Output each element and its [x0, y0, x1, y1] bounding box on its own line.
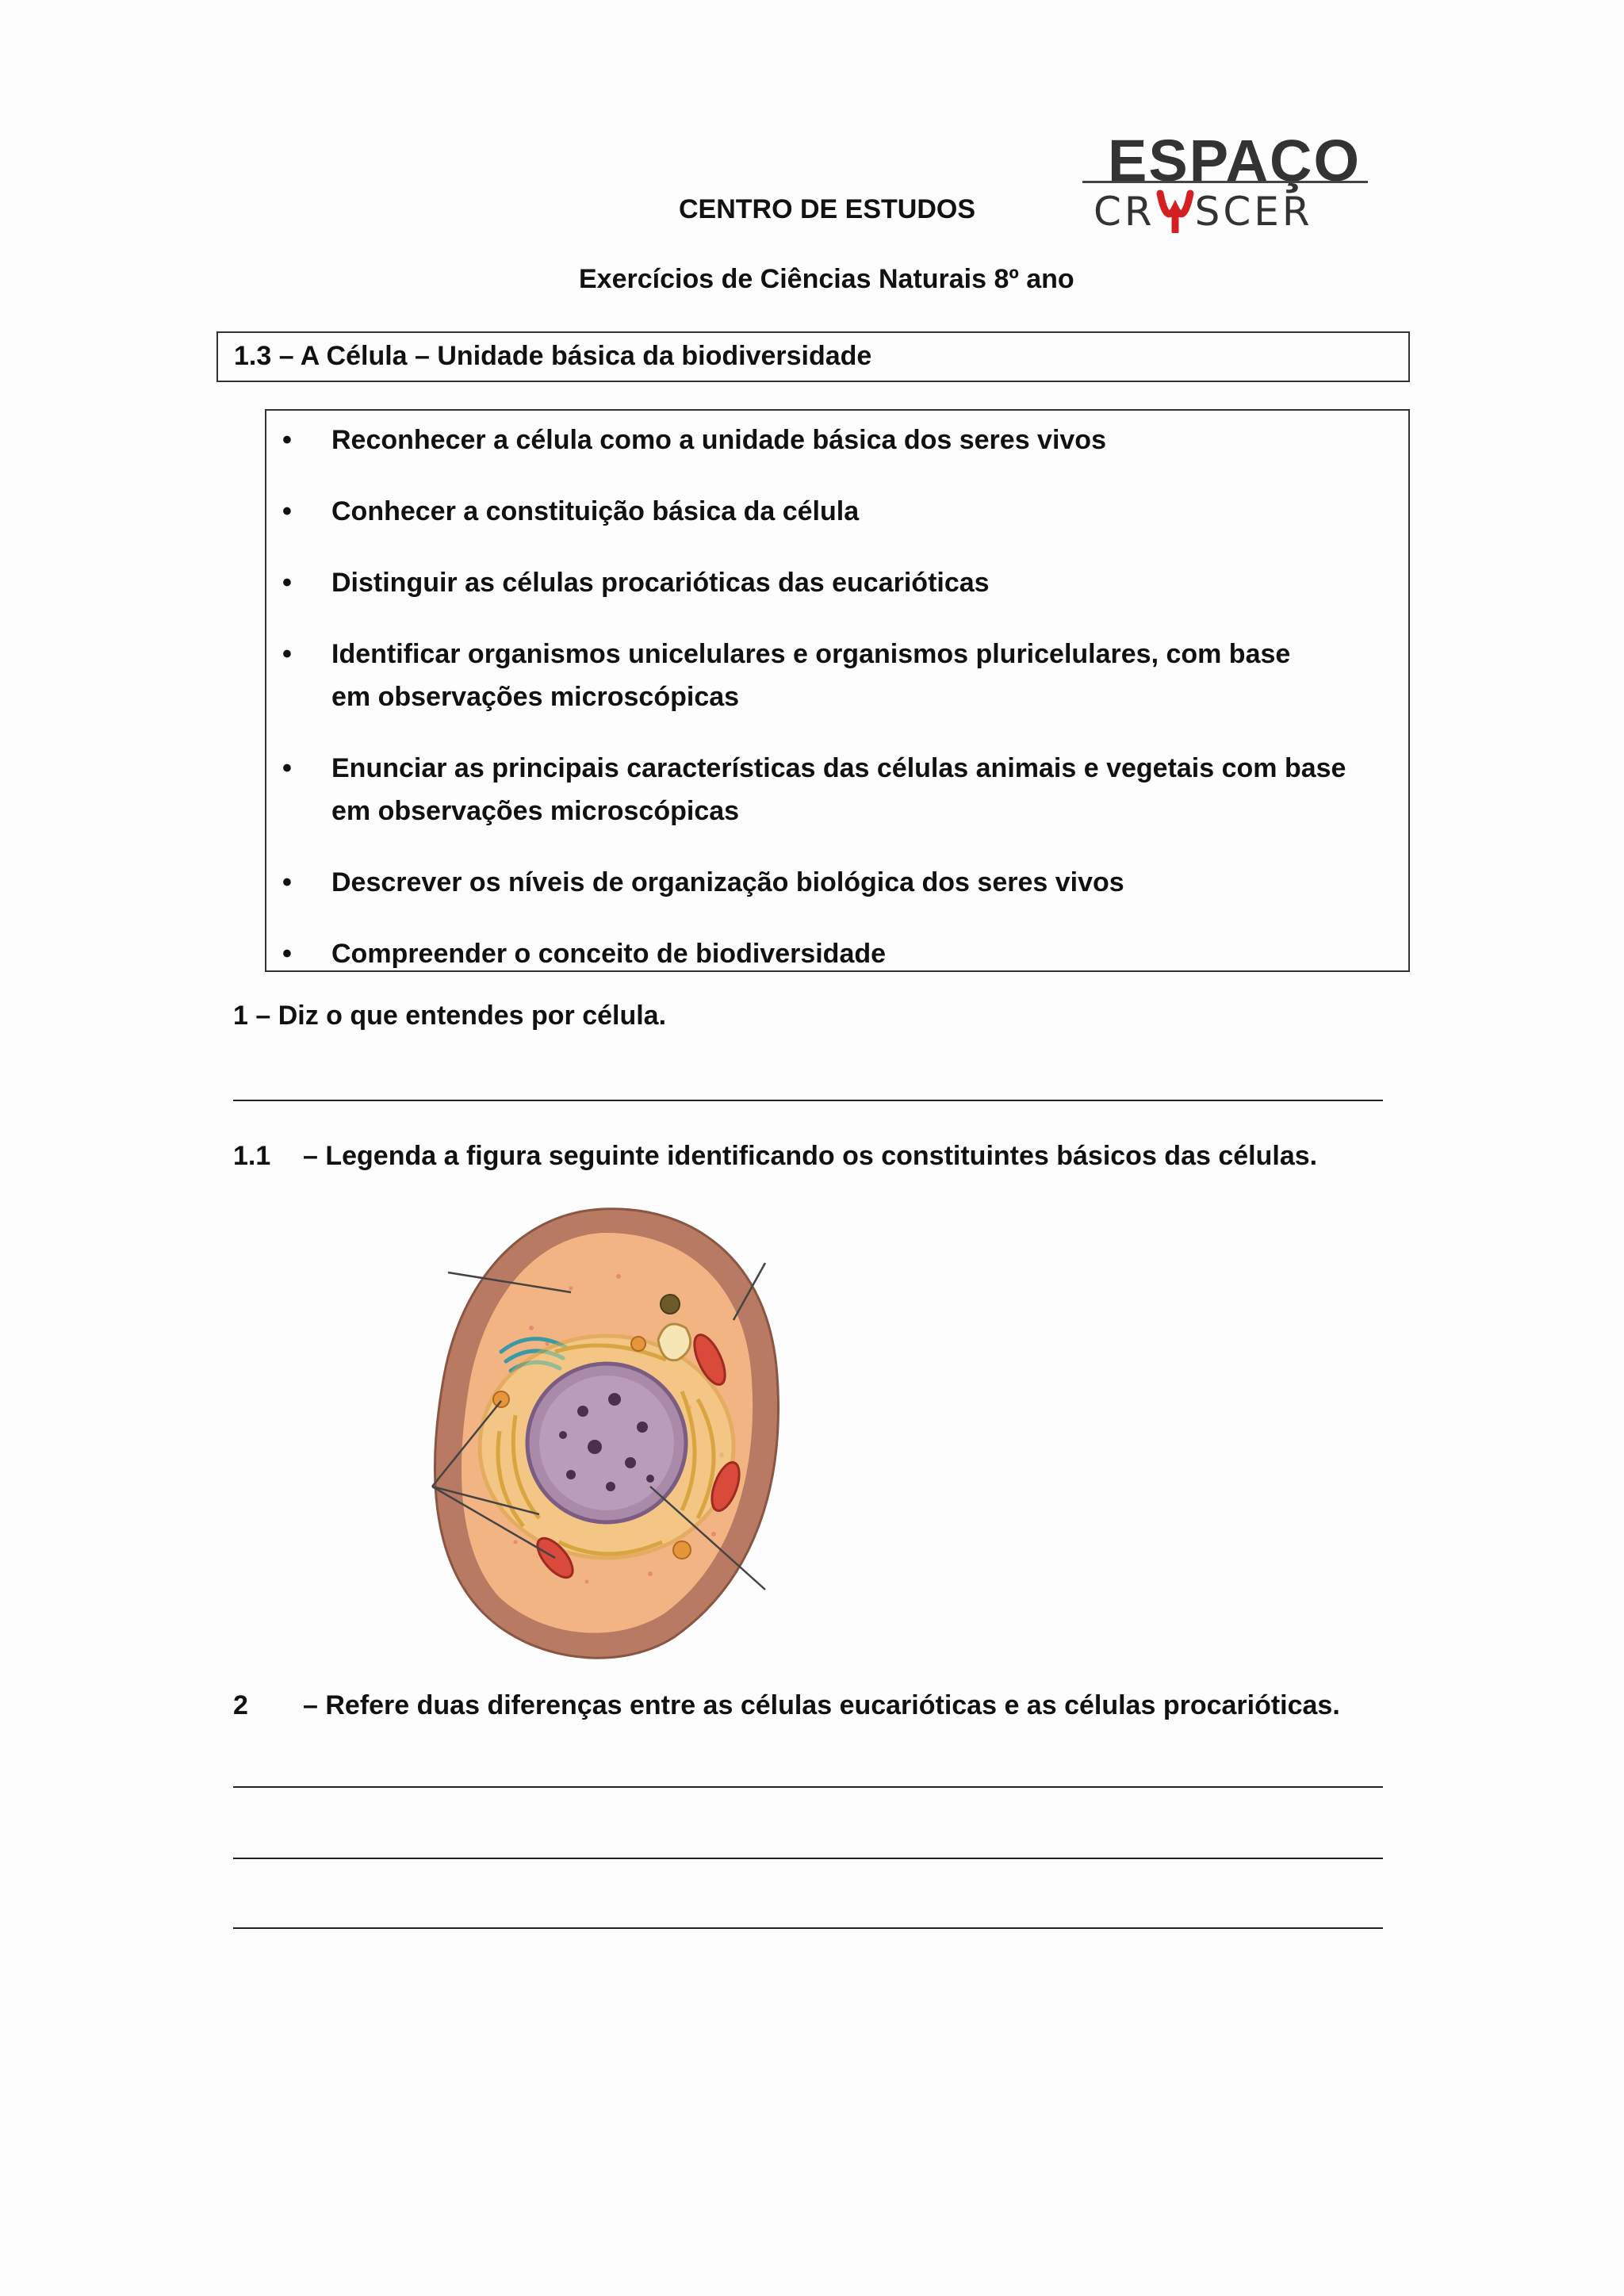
answer-line[interactable]	[233, 1858, 1383, 1859]
question-2-number: 2	[233, 1690, 248, 1720]
question-1: 1 – Diz o que entendes por célula.	[233, 1001, 667, 1031]
objectives-box	[265, 409, 1410, 972]
objective-item: • Conhecer a constituição básica da célula	[266, 490, 1385, 533]
center-title: CENTRO DE ESTUDOS	[679, 194, 976, 224]
section-title-box	[216, 331, 1410, 382]
logo-person-icon	[1155, 184, 1195, 233]
answer-line[interactable]	[233, 1786, 1383, 1788]
objective-item: • Reconhecer a célula como a unidade básica dos seres vivos	[266, 419, 1385, 461]
answer-line[interactable]	[233, 1927, 1383, 1929]
objective-item: • Compreender o conceito de biodiversidade	[266, 932, 1385, 975]
section-title: 1.3 – A Célula – Unidade básica da biodiversidade	[234, 341, 872, 371]
question-2-text: – Refere duas diferenças entre as células eucarióticas e as células procarióticas.	[303, 1690, 1340, 1720]
objective-item: • Identificar organismos unicelulares e organismos pluricelulares, com base em observações microscópicas	[266, 633, 1307, 718]
objectives-list	[266, 419, 1385, 975]
logo-divider	[1082, 181, 1368, 183]
question-1-1-number: 1.1	[233, 1141, 271, 1171]
worksheet-subtitle: Exercícios de Ciências Naturais 8º ano	[579, 264, 1074, 294]
objective-item: • Distinguir as células procarióticas das eucarióticas	[266, 561, 1385, 604]
logo	[1082, 127, 1376, 246]
logo-bottom	[1094, 184, 1313, 235]
answer-line[interactable]	[233, 1100, 1383, 1101]
logo-bottom-right: SCER	[1194, 189, 1313, 235]
vacuole	[658, 1324, 691, 1360]
objective-item: • Descrever os níveis de organização biológica dos seres vivos	[266, 861, 1385, 904]
question-1-1-text: – Legenda a figura seguinte identificando os constituintes básicos das células.	[303, 1141, 1318, 1171]
logo-top-text: ESPAÇO	[1108, 128, 1362, 193]
logo-bottom-left: CR	[1094, 189, 1155, 235]
cell-diagram	[412, 1201, 793, 1661]
objective-item: • Enunciar as principais características das células animais e vegetais com base em observações microscópicas	[266, 747, 1386, 832]
